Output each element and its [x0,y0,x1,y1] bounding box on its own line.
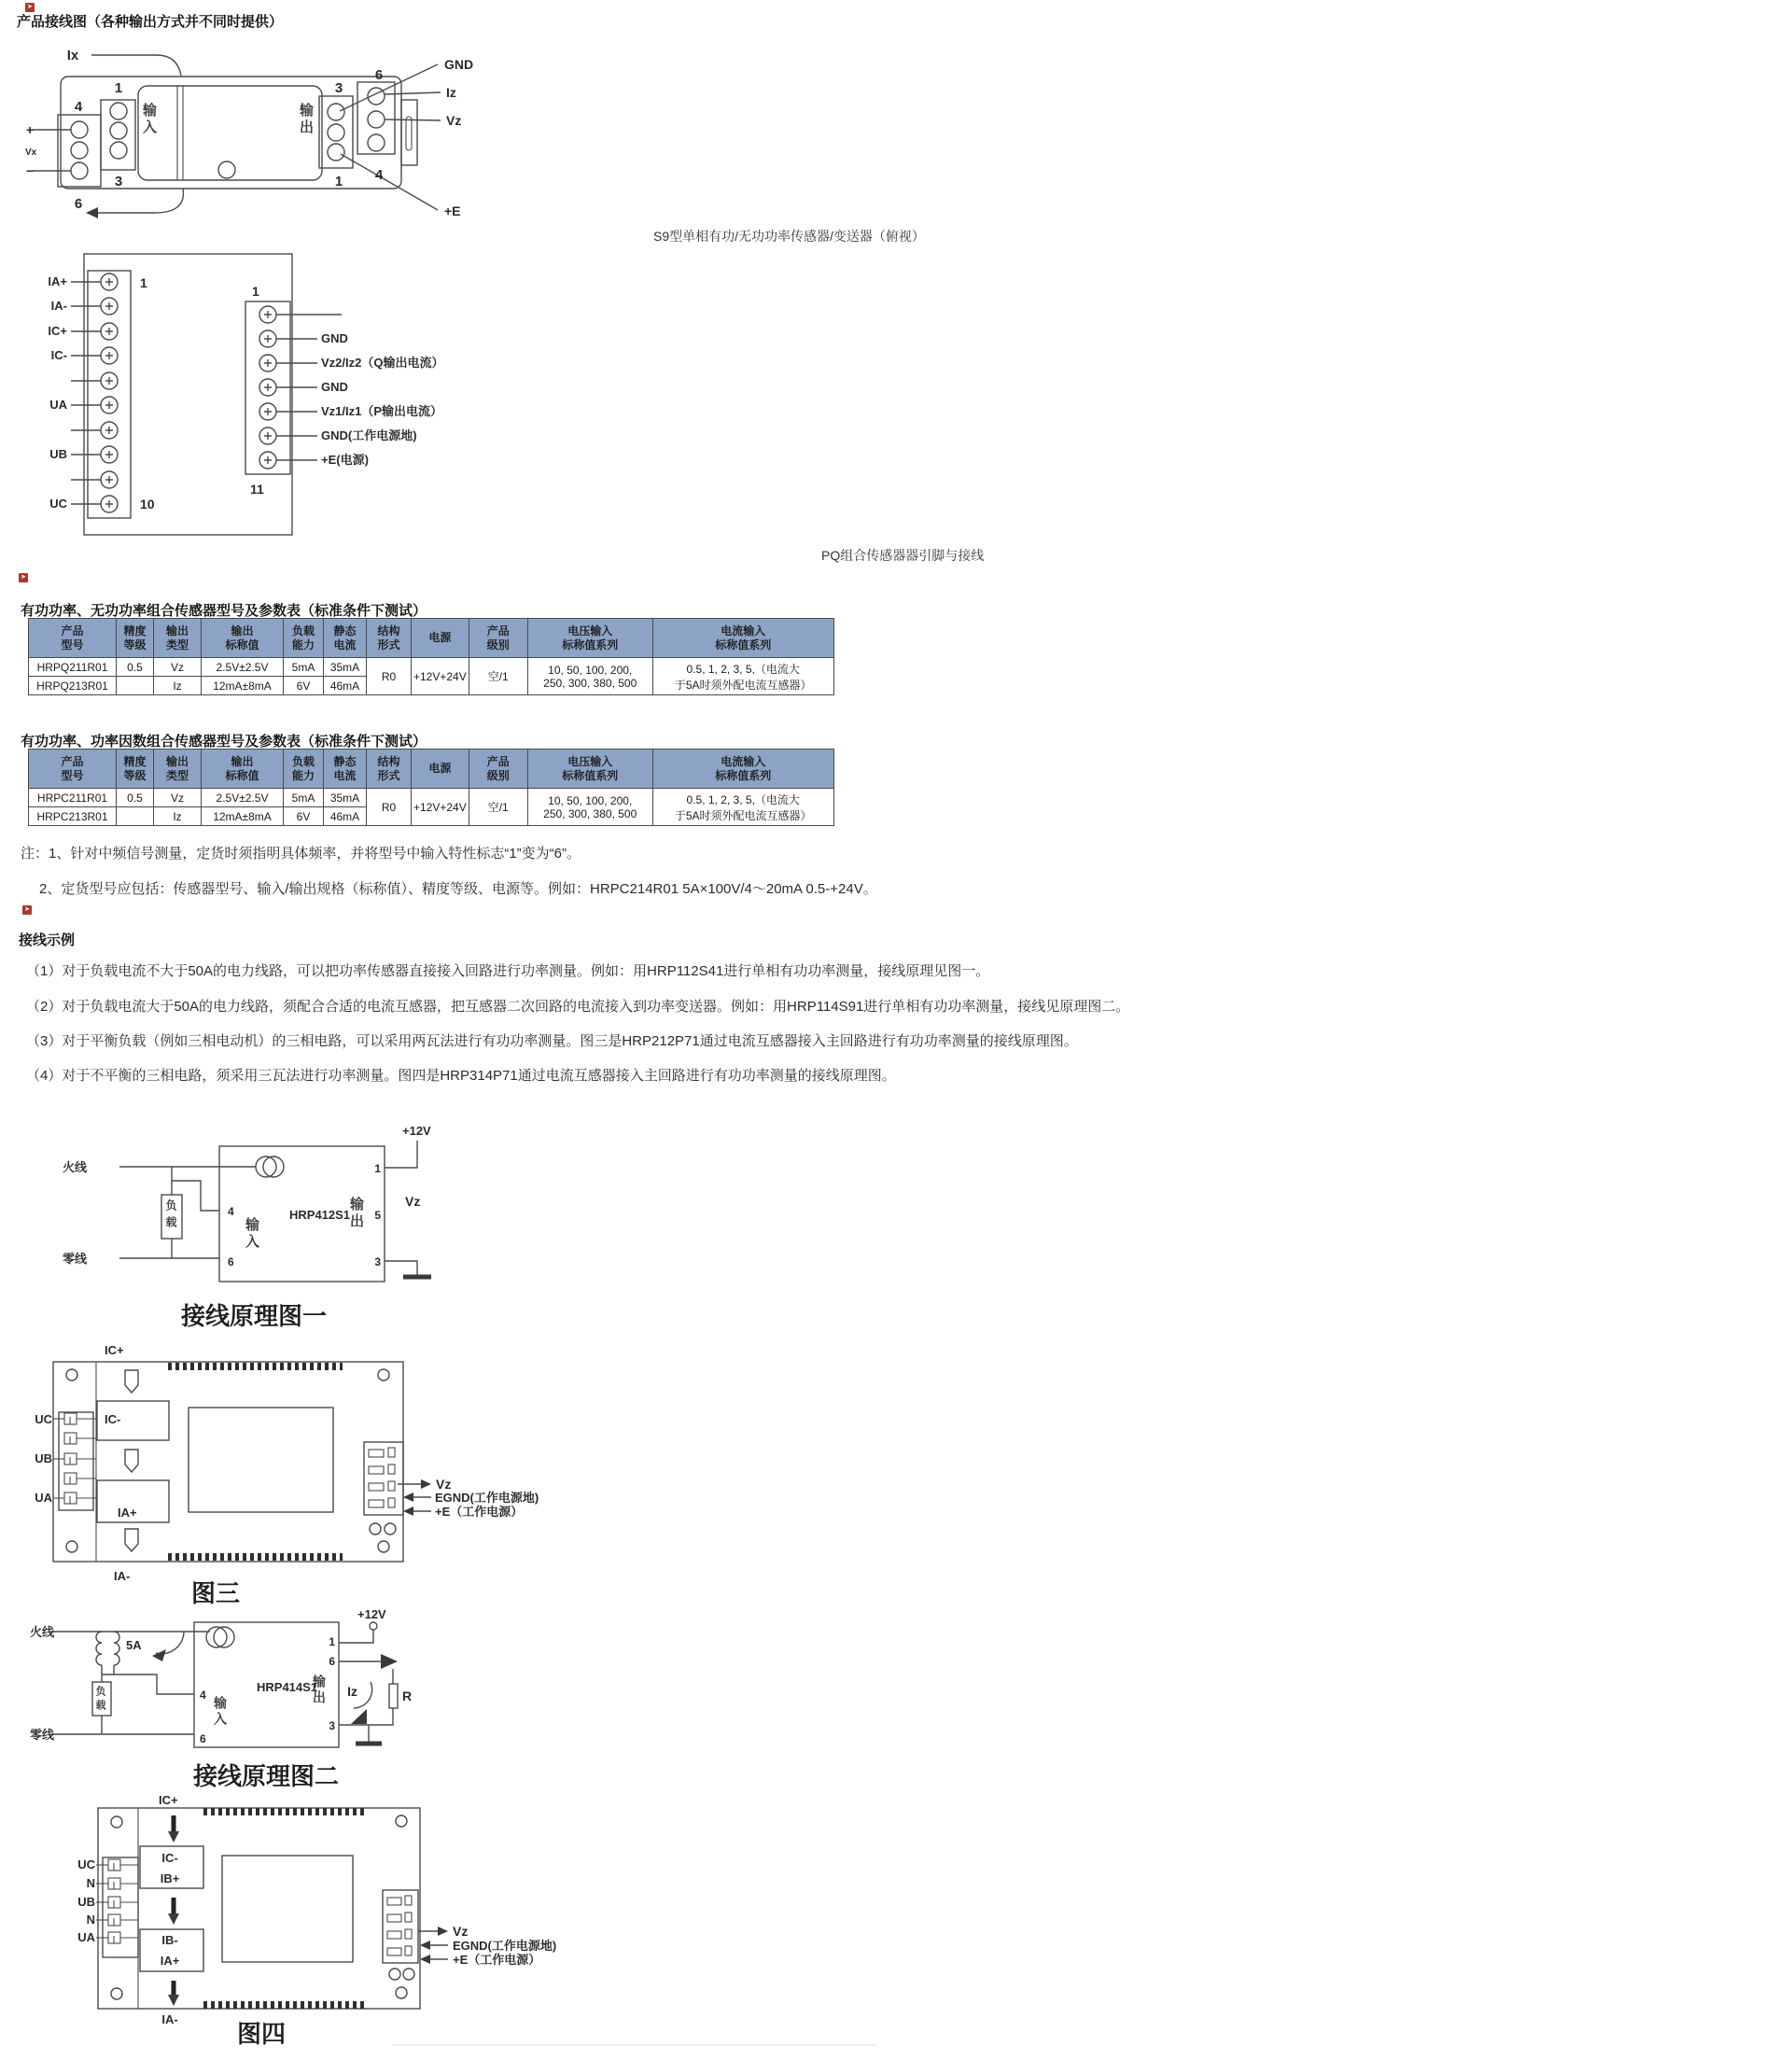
pin-label-vz2: Vz2/Iz2（Q输出电流） [321,356,444,370]
label-5a: 5A [126,1638,142,1652]
label-plus: + [26,122,35,137]
anchor-icon: ➤ [19,573,28,582]
label-12v: +12V [357,1607,386,1621]
col-header: 结构 形式 [367,750,412,789]
fig4-shapes [96,1808,448,2009]
pin-label-ua: UA [49,398,67,412]
pin-out-1: 1 [334,174,343,189]
col-header: 负载 能力 [284,619,324,658]
params-table-pf [28,749,834,826]
label-live-wire: 火线 [30,1625,55,1639]
col-header: 输出 标称值 [202,619,284,658]
label-iam: IA- [161,2012,178,2026]
label-vz: Vz [436,1477,452,1492]
cell-model: HRPC213R01 [29,807,117,826]
label-neutral-wire: 零线 [63,1252,88,1266]
pin-number-11: 11 [250,482,264,497]
pin-label-vz1: Vz1/Iz1（P输出电流） [321,404,443,418]
load-label: 负载 [94,1686,105,1714]
caption-s9: S9型单相有功/无功功率传感器/变送器（俯视） [653,229,925,244]
label-live-wire: 火线 [63,1160,88,1174]
pin-out-1: 1 [329,1635,335,1648]
col-header: 电流输入 标称值系列 [652,619,833,658]
col-header: 精度 等级 [117,619,154,658]
label-ua: UA [35,1491,52,1505]
example-item: （2）对于负载电流大于50A的电力线路，须配合合适的电流互感器，把互感器二次回路的电流接入到功率变送器。例如：用HRP114S91进行单相有功功率测量，接线见原理图二。 [26,999,1130,1015]
pin-6: 6 [200,1732,206,1745]
cell-structure: R0 [367,658,412,695]
note-line-1: 注：1、针对中频信号测量，定货时须指明具体频率，并将型号中输入特性标志“1”变为“6”。 [21,846,581,862]
pin-label-gnd1: GND [321,331,348,345]
figure-four-board [65,1792,663,2060]
label-icm: IC- [105,1412,121,1426]
header-row [29,750,834,789]
cell-quiescent: 35mA [324,789,367,807]
pin-out-4: 4 [374,167,384,183]
table1-title: 有功功率、无功功率组合传感器型号及参数表（标准条件下测试） [21,603,427,619]
pin-1: 1 [374,1162,381,1175]
label-egnd: EGND(工作电源地) [453,1939,557,1953]
cell-accuracy: 0.5 [117,789,154,807]
table-row [29,789,834,807]
pin-4: 4 [200,1689,206,1702]
cell-voltage-series: 10, 50, 100, 200, 250, 300, 380, 500 [527,658,652,695]
pin-3: 3 [374,1255,381,1268]
label-ub: UB [35,1451,52,1465]
wiring-principle-2 [23,1605,467,1792]
example-item: （4）对于不平衡的三相电路，须采用三瓦法进行功率测量。图四是HRP314P71通过电流互感器接入主回路进行有功功率测量的接线原理图。 [26,1068,896,1084]
label-icm: IC- [161,1851,178,1865]
pin-number-1: 1 [140,275,147,290]
fig2-caption: 接线原理图二 [192,1762,340,1790]
col-header: 输出 类型 [154,750,202,789]
pin-3: 3 [114,174,123,189]
page-title: 产品接线图（各种输出方式并不同时提供） [17,14,284,30]
cell-accuracy: 0.5 [117,658,154,677]
cell-out-nominal: 2.5V±2.5V [202,658,284,677]
col-header: 电压输入 标称值系列 [527,750,652,789]
input-label: 输入 [244,1217,259,1251]
pin-5: 5 [374,1209,381,1222]
col-header: 精度 等级 [117,750,154,789]
cell-grade: 空/1 [469,789,527,826]
cell-model: HRPC211R01 [29,789,117,807]
label-n1: N [86,1876,95,1890]
pin-label-pe: +E(电源) [321,453,369,467]
cell-structure: R0 [367,789,412,826]
pin-number-10: 10 [140,497,155,511]
label-minus: − [26,163,35,178]
label-vx: Vx [25,147,37,158]
output-label: 输出 [298,103,314,136]
pin-out-3: 3 [334,80,343,96]
label-vz: Vz [453,1924,469,1939]
cell-current-series: 0.5, 1, 2, 3, 5,（电流大 于5A时须外配电流互感器） [652,658,833,695]
s9-wiring-diagram [19,33,504,224]
col-header: 产品 级别 [469,750,527,789]
label-egnd: EGND(工作电源地) [435,1491,539,1505]
cell-quiescent: 46mA [324,807,367,826]
example-item: （1）对于负载电流不大于50A的电力线路，可以把功率传感器直接接入回路进行功率测量。例如：用HRP112S41进行单相有功功率测量，接线原理见图一。 [26,963,990,979]
cell-model: HRPQ211R01 [29,658,117,677]
table-row [29,658,834,677]
label-icp: IC+ [105,1343,124,1357]
label-ibp: IB+ [160,1871,180,1885]
cell-voltage-series: 10, 50, 100, 200, 250, 300, 380, 500 [527,789,652,826]
example-item: （3）对于平衡负载（例如三相电动机）的三相电路，可以采用两瓦法进行有功功率测量。图三是HRP212P71通过电流互感器接入主回路进行有功功率测量的接线原理图。 [26,1033,1078,1049]
fig3-shapes [53,1362,431,1562]
divider [392,2044,877,2046]
cell-out-nominal: 2.5V±2.5V [202,789,284,807]
col-header: 电压输入 标称值系列 [527,619,652,658]
label-vz: Vz [405,1194,421,1209]
pin-1: 1 [114,80,123,96]
label-plus-e: +E [444,203,461,218]
cell-model: HRPQ213R01 [29,677,117,695]
col-header: 结构 形式 [367,619,412,658]
note-line-2: 2、定货型号应包括：传感器型号、输入/输出规格（标称值）、精度等级、电源等。例如：HRPC214R01 5A×100V/4～20mA 0.5-+24V。 [39,881,877,897]
cell-out-type: Vz [154,789,202,807]
col-header: 产品 型号 [29,750,117,789]
cell-load: 6V [284,677,324,695]
col-header: 负载 能力 [284,750,324,789]
cell-power: +12V+24V [412,658,469,695]
pin-4: 4 [228,1205,234,1218]
cell-out-type: Iz [154,807,202,826]
cell-load: 5mA [284,789,324,807]
model-label: HRP412S1 [289,1208,351,1222]
fig3-caption: 图三 [190,1579,241,1607]
pin-6: 6 [228,1255,234,1268]
label-iz: Iz [446,85,456,100]
table2-title: 有功功率、功率因数组合传感器型号及参数表（标准条件下测试） [21,734,427,750]
figure-three-board [28,1339,635,1612]
label-uc: UC [35,1412,52,1426]
model-label: HRP414S1 [257,1680,318,1694]
pin-label-gnd2: GND [321,380,348,394]
col-header: 产品 型号 [29,619,117,658]
col-header: 输出 标称值 [202,750,284,789]
pin-number-1r: 1 [252,284,259,299]
col-header: 电源 [412,750,469,789]
label-ua: UA [77,1930,95,1944]
label-ibm: IB- [161,1933,178,1947]
cell-out-nominal: 12mA±8mA [202,677,284,695]
pin-out-6: 6 [374,67,384,83]
pin-label-gnd3: GND(工作电源地) [321,428,417,442]
pin-label-icp: IC+ [48,324,67,338]
label-iap: IA+ [160,1954,180,1968]
anchor-icon: ➤ [22,905,32,915]
pin-label-ub: UB [49,447,67,461]
col-header: 电源 [412,619,469,658]
cell-grade: 空/1 [469,658,527,695]
output-label: 输出 [312,1675,327,1706]
pin-4: 4 [74,99,83,115]
label-iap: IA+ [118,1506,137,1520]
pq-shapes [71,254,342,535]
label-icp: IC+ [159,1793,178,1807]
label-ix: Ix [66,48,79,63]
pin-label-iam: IA- [50,299,67,313]
pq-pinout-diagram [19,247,597,546]
label-r: R [402,1689,413,1703]
anchor-icon: ➤ [25,3,35,12]
fig4-caption: 图四 [236,2020,287,2048]
col-header: 静态 电流 [324,750,367,789]
caption-pq: PQ组合传感器器引脚与接线 [821,548,985,563]
cell-load: 6V [284,807,324,826]
label-pe: +E（工作电源） [435,1505,524,1519]
col-header: 产品 级别 [469,619,527,658]
col-header: 输出 类型 [154,619,202,658]
cell-current-series: 0.5, 1, 2, 3, 5,（电流大 于5A时须外配电流互感器） [652,789,833,826]
params-table-pq [28,618,834,695]
cell-out-type: Vz [154,658,202,677]
pin-label-uc: UC [49,497,67,511]
pin-out-6: 6 [329,1655,335,1668]
col-header: 静态 电流 [324,619,367,658]
label-iz: Iz [347,1684,357,1699]
label-12v: +12V [402,1124,431,1138]
load-label: 负载 [164,1199,177,1233]
cell-power: +12V+24V [412,789,469,826]
cell-quiescent: 35mA [324,658,367,677]
cell-out-type: Iz [154,677,202,695]
pin-out-3: 3 [329,1719,335,1732]
output-label: 输出 [348,1197,364,1230]
examples-title: 接线示例 [19,932,76,948]
label-iam: IA- [114,1569,131,1583]
fig2-shapes [53,1622,398,1747]
pin-6: 6 [74,196,83,212]
label-gnd: GND [444,57,474,72]
label-vz: Vz [446,113,462,128]
input-label: 输入 [141,103,157,136]
cell-accuracy [117,807,154,826]
cell-accuracy [117,677,154,695]
pin-label-icm: IC- [50,348,67,362]
cell-out-nominal: 12mA±8mA [202,807,284,826]
label-uc: UC [77,1857,95,1871]
header-row [29,619,834,658]
col-header: 电流输入 标称值系列 [652,750,833,789]
wiring-principle-1 [56,1115,495,1339]
label-pe: +E（工作电源） [453,1953,541,1967]
cell-quiescent: 46mA [324,677,367,695]
pin-label-iap: IA+ [48,274,67,288]
label-ub: UB [77,1895,95,1909]
label-n2: N [86,1913,95,1927]
label-neutral-wire: 零线 [30,1728,55,1742]
fig1-caption: 接线原理图一 [180,1302,328,1330]
input-label: 输入 [213,1696,228,1728]
cell-load: 5mA [284,658,324,677]
